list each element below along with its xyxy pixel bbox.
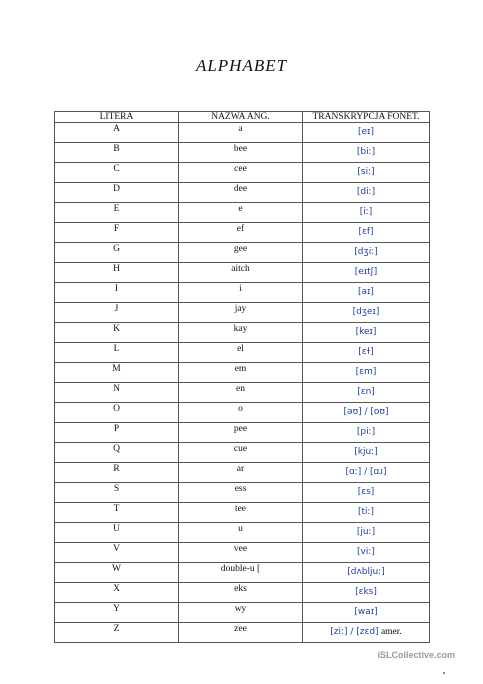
ipa-transcription: [juː] [356, 527, 376, 537]
table-row [55, 263, 430, 283]
table-row [55, 303, 430, 323]
ipa-transcription: [ɛm] [355, 367, 377, 377]
letter-cell: U [55, 523, 179, 543]
english-name-cell: aitch [179, 263, 303, 283]
table-row [55, 523, 430, 543]
header-letter: LITERA [55, 112, 179, 123]
letter-cell: W [55, 563, 179, 583]
ipa-transcription: [ɛf] [358, 227, 374, 237]
header-phonetic-transcription: TRANSKRYPCJA FONET. [303, 112, 430, 123]
phonetic-cell [303, 583, 430, 603]
ipa-transcription: [ɛɫ] [358, 347, 374, 357]
phonetic-cell [303, 343, 430, 363]
table-row [55, 203, 430, 223]
phonetic-cell [303, 243, 430, 263]
english-name-cell: i [179, 283, 303, 303]
letter-cell: B [55, 143, 179, 163]
letter-cell: M [55, 363, 179, 383]
letter-cell: P [55, 423, 179, 443]
phonetic-cell [303, 563, 430, 583]
english-name-cell: kay [179, 323, 303, 343]
table-row [55, 143, 430, 163]
letter-cell: A [55, 123, 179, 143]
phonetic-cell [303, 363, 430, 383]
english-name-cell: eks [179, 583, 303, 603]
table-row [55, 363, 430, 383]
table-row [55, 603, 430, 623]
ipa-transcription: [iː] [359, 207, 373, 217]
english-name-cell: ess [179, 483, 303, 503]
english-name-cell: bee [179, 143, 303, 163]
table-row [55, 423, 430, 443]
phonetic-cell [303, 183, 430, 203]
letter-cell: L [55, 343, 179, 363]
letter-cell: T [55, 503, 179, 523]
letter-cell: X [55, 583, 179, 603]
letter-cell: J [55, 303, 179, 323]
english-name-cell: en [179, 383, 303, 403]
ipa-transcription: [dʒiː] [354, 247, 378, 257]
letter-cell: Y [55, 603, 179, 623]
english-name-cell: a [179, 123, 303, 143]
english-name-cell: cue [179, 443, 303, 463]
table-row [55, 463, 430, 483]
table-row [55, 503, 430, 523]
dot-mark [443, 672, 445, 674]
english-name-cell: tee [179, 503, 303, 523]
english-name-cell: e [179, 203, 303, 223]
english-name-cell: cee [179, 163, 303, 183]
english-name-cell: vee [179, 543, 303, 563]
english-name-cell: el [179, 343, 303, 363]
table-row [55, 163, 430, 183]
letter-cell: O [55, 403, 179, 423]
ipa-transcription: [tiː] [357, 507, 375, 517]
english-name-cell: zee [179, 623, 303, 643]
letter-cell: I [55, 283, 179, 303]
table-header-row [55, 112, 430, 123]
letter-cell: Q [55, 443, 179, 463]
ipa-transcription: [kjuː] [354, 447, 378, 457]
ipa-transcription: [ɛs] [357, 487, 375, 497]
phonetic-cell [303, 123, 430, 143]
phonetic-cell [303, 423, 430, 443]
table-row [55, 403, 430, 423]
transcription-note: amer. [378, 627, 402, 637]
ipa-transcription: [keɪ] [355, 327, 377, 337]
table-row [55, 223, 430, 243]
phonetic-cell [303, 143, 430, 163]
english-name-cell: wy [179, 603, 303, 623]
ipa-transcription: [əʊ] / [oʊ] [343, 407, 389, 417]
phonetic-cell [303, 323, 430, 343]
table-row [55, 243, 430, 263]
phonetic-cell [303, 623, 430, 643]
english-name-cell: o [179, 403, 303, 423]
phonetic-cell [303, 403, 430, 423]
letter-cell: V [55, 543, 179, 563]
ipa-transcription: [ɛks] [355, 587, 377, 597]
letter-cell: D [55, 183, 179, 203]
phonetic-cell [303, 263, 430, 283]
letter-cell: R [55, 463, 179, 483]
phonetic-cell [303, 223, 430, 243]
letter-cell: G [55, 243, 179, 263]
table-row [55, 383, 430, 403]
table-row [55, 563, 430, 583]
letter-cell: E [55, 203, 179, 223]
ipa-transcription: [diː] [356, 187, 376, 197]
english-name-cell: em [179, 363, 303, 383]
table-row [55, 443, 430, 463]
ipa-transcription: [viː] [357, 547, 375, 557]
ipa-transcription: [eɪ] [358, 127, 374, 137]
phonetic-cell [303, 543, 430, 563]
ipa-transcription: [eɪtʃ] [354, 267, 378, 277]
alphabet-table [54, 111, 430, 643]
letter-cell: C [55, 163, 179, 183]
ipa-transcription: [ɛn] [357, 387, 375, 397]
table-row [55, 583, 430, 603]
ipa-transcription: [piː] [356, 427, 376, 437]
table-row [55, 343, 430, 363]
letter-cell: N [55, 383, 179, 403]
letter-cell: Z [55, 623, 179, 643]
watermark: iSLCollective.com [377, 650, 455, 660]
english-name-cell: ar [179, 463, 303, 483]
english-name-cell: jay [179, 303, 303, 323]
table-row [55, 623, 430, 643]
phonetic-cell [303, 483, 430, 503]
page-title: ALPHABET [195, 56, 288, 75]
english-name-cell: dee [179, 183, 303, 203]
english-name-cell: gee [179, 243, 303, 263]
table-row [55, 543, 430, 563]
letter-cell: K [55, 323, 179, 343]
phonetic-cell [303, 523, 430, 543]
ipa-transcription: [ziː] / [zɛd] [330, 627, 379, 637]
phonetic-cell [303, 383, 430, 403]
phonetic-cell [303, 303, 430, 323]
ipa-transcription: [dʒeɪ] [352, 307, 380, 317]
phonetic-cell [303, 203, 430, 223]
table-row [55, 323, 430, 343]
letter-cell: H [55, 263, 179, 283]
ipa-transcription: [aɪ] [358, 287, 374, 297]
english-name-cell: double-u [ [179, 563, 303, 583]
table-row [55, 123, 430, 143]
table-row [55, 283, 430, 303]
ipa-transcription: [siː] [357, 167, 375, 177]
english-name-cell: ef [179, 223, 303, 243]
phonetic-cell [303, 283, 430, 303]
letter-cell: S [55, 483, 179, 503]
english-name-cell: pee [179, 423, 303, 443]
phonetic-cell [303, 163, 430, 183]
phonetic-cell [303, 603, 430, 623]
ipa-transcription: [ɑː] / [ɑɹ] [345, 467, 387, 477]
english-name-cell: u [179, 523, 303, 543]
phonetic-cell [303, 503, 430, 523]
ipa-transcription: [dʌbljuː] [347, 567, 385, 577]
phonetic-cell [303, 443, 430, 463]
table-row [55, 483, 430, 503]
ipa-transcription: [biː] [356, 147, 376, 157]
header-english-name: NAZWA ANG. [179, 112, 303, 123]
letter-cell: F [55, 223, 179, 243]
phonetic-cell [303, 463, 430, 483]
ipa-transcription: [waɪ] [354, 607, 378, 617]
table-row [55, 183, 430, 203]
